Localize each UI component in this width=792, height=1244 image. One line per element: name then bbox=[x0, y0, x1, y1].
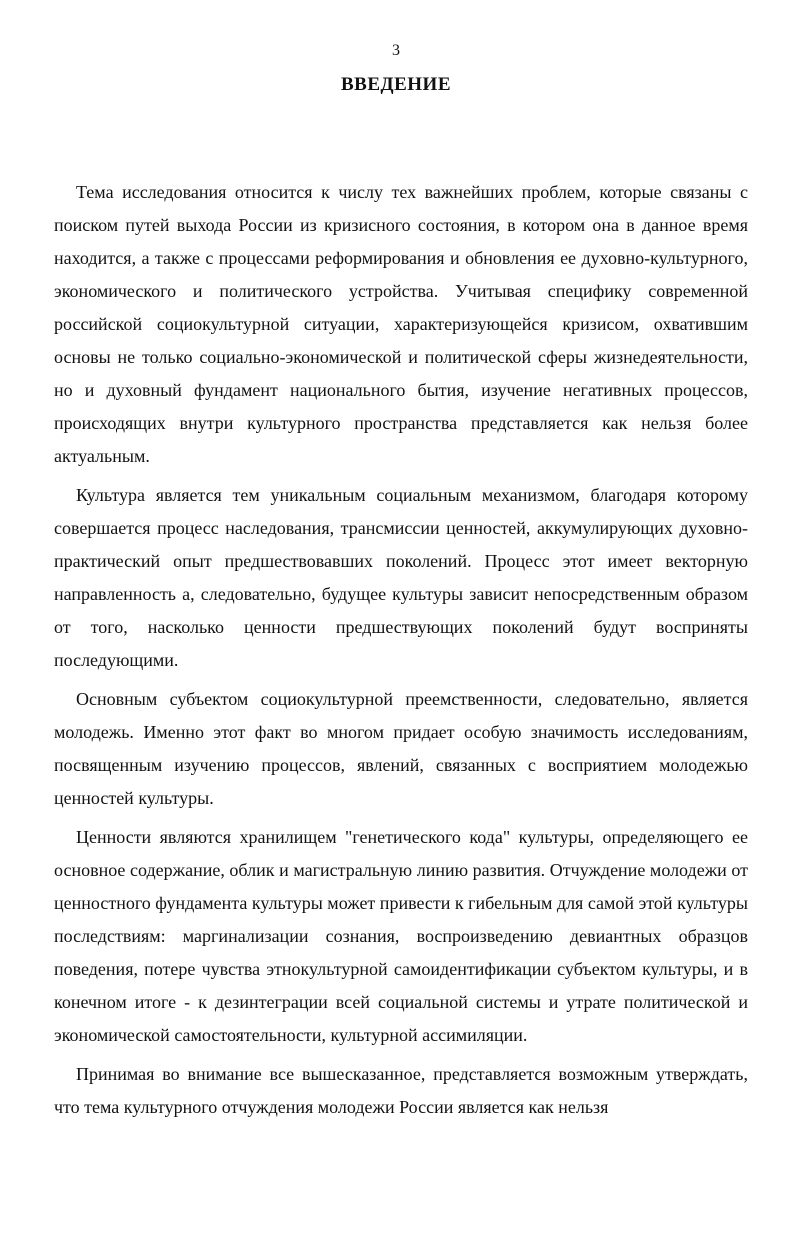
paragraph-culture-mechanism: Культура является тем уникальным социальным механизмом, благодаря которому совершается процесс наследования, трансмиссии ценностей, аккумулирующих духовно-практический опыт предшествовавших поколений. Процесс этот имеет векторную направленность а, следовательно, будущее культуры зависит непосредственным образом от того, насколько ценности предшествующих поколений будут восприняты последующими. bbox=[54, 485, 748, 670]
paragraph-research-topic: Тема исследования относится к числу тех важнейших проблем, которые связаны с поиском путей выхода России из кризисного состояния, в котором она в данное время находится, а также с процессами реформирования и обновления ее духовно-культурного, экономического и политического устройства. Учитывая специфику современной российской социокультурной ситуации, характеризующейся кризисом, охватившим основы не только социально-экономической и политической сферы жизнедеятельности, но и духовный фундамент национального бытия, изучение негативных процессов, происходящих внутри культурного пространства представляется как нельзя более актуальным. bbox=[54, 182, 748, 466]
paragraph-values: Ценности являются хранилищем "генетического кода" культуры, определяющего ее основное содержание, облик и магистральную линию развития. Отчуждение молодежи от ценностного фундамента культуры может привести к гибельным для самой этой культуры последствиям: маргинализации сознания, воспроизведению девиантных образцов поведения, потере чувства этнокультурной самоидентификации субъектом культуры, и в конечном итоге - к дезинтеграции всей социальной системы и утрате политической и экономической самостоятельности, культурной ассимиляции. bbox=[54, 827, 748, 1045]
document-body bbox=[54, 176, 748, 1130]
paragraph-youth-subject: Основным субъектом социокультурной преемственности, следовательно, является молодежь. Именно этот факт во многом придает особую значимость исследованиям, посвященным изучению процессов, явлений, связанных с восприятием молодежью ценностей культуры. bbox=[54, 689, 748, 808]
paragraph-conclusion: Принимая во внимание все вышесказанное, представляется возможным утверждать, что тема культурного отчуждения молодежи России является как нельзя bbox=[54, 1064, 748, 1117]
page-number: 3 bbox=[392, 42, 400, 59]
page-title: ВВЕДЕНИЕ bbox=[341, 74, 451, 95]
